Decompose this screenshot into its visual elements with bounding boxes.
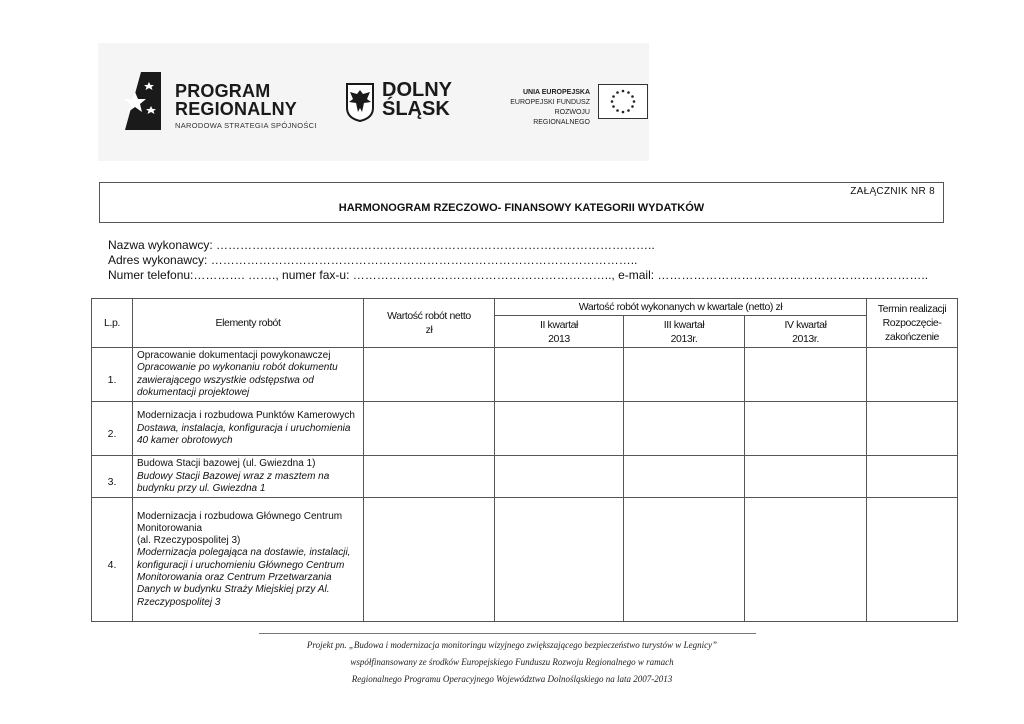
schedule-table xyxy=(91,298,958,622)
footer-divider xyxy=(259,633,756,634)
quarter-year: 2013 xyxy=(548,332,570,345)
quarter-year: 2013r. xyxy=(792,332,819,345)
header-value-net xyxy=(364,299,495,348)
program-label: PROGRAM xyxy=(175,81,271,101)
eagle-emblem-icon xyxy=(345,82,375,122)
value-net-unit: zł xyxy=(425,324,433,336)
q2-cell[interactable] xyxy=(495,498,624,622)
q2-cell[interactable] xyxy=(495,402,624,456)
q3-cell[interactable] xyxy=(624,456,745,498)
element-description: Dostawa, instalacja, konfiguracja i uruchomienia 40 kamer obrotowych xyxy=(137,422,351,446)
value-cell[interactable] xyxy=(364,498,495,622)
contractor-contact-line: Numer telefonu:…………. ……., numer fax-u: ……………………………………………………….., e-mail: ………………………………………………………….. xyxy=(108,268,929,282)
row-element xyxy=(133,498,364,622)
element-title: Modernizacja i rozbudowa Punktów Kamerowych xyxy=(137,410,355,422)
contractor-address-line: Adres wykonawcy: …………………………………………………………………………………………….. xyxy=(108,253,638,267)
dolny-label: DOLNY xyxy=(382,79,452,101)
value-cell[interactable] xyxy=(364,456,495,498)
q4-cell[interactable] xyxy=(745,402,867,456)
title-box xyxy=(99,182,944,223)
element-title: Budowa Stacji bazowej (ul. Gwiezdna 1) xyxy=(137,458,316,470)
table-row xyxy=(92,402,958,456)
row-number: 4. xyxy=(92,498,133,622)
footer-program-line: Regionalnego Programu Operacyjnego Województwa Dolnośląskiego na lata 2007-2013 xyxy=(351,674,673,684)
document-title: HARMONOGRAM RZECZOWO- FINANSOWY KATEGORII WYDATKÓW xyxy=(338,202,705,214)
q2-cell[interactable] xyxy=(495,456,624,498)
term-cell[interactable] xyxy=(867,402,958,456)
attachment-number: ZAŁĄCZNIK NR 8 xyxy=(850,186,935,197)
q3-cell[interactable] xyxy=(624,348,745,402)
value-net-label: Wartość robót netto xyxy=(387,310,471,322)
element-description: Modernizacja polegająca na dostawie, instalacji, konfiguracji i uruchomieniu Głównego Centrum Monitorowania oraz Centrum Przetwarzania Danych w budynku Straży Miejskiej przy Al. Rzeczypospolitej 3 xyxy=(137,547,351,608)
row-number: 3. xyxy=(92,456,133,498)
q4-cell[interactable] xyxy=(745,456,867,498)
element-description: Opracowanie po wykonaniu robót dokumentu zawierającego wszystkie odstępstwa od dokumentacji projektowej xyxy=(137,362,338,398)
eu-label: UNIA EUROPEJSKA xyxy=(522,89,590,96)
header-row xyxy=(92,299,958,316)
program-regionalny-text xyxy=(175,82,317,130)
row-number: 2. xyxy=(92,402,133,456)
term-label: Termin realizacji xyxy=(877,303,947,315)
q3-cell[interactable] xyxy=(624,498,745,622)
value-cell[interactable] xyxy=(364,348,495,402)
footer-cofinancing-line: współfinansowany ze środków Europejskiego Funduszu Rozwoju Regionalnego w ramach xyxy=(350,657,674,667)
quarter-label: III kwartał xyxy=(663,318,705,331)
nss-label: NARODOWA STRATEGIA SPÓJNOŚCI xyxy=(175,121,317,130)
quarter-year: 2013r. xyxy=(670,332,698,345)
program-regionalny-logo-icon xyxy=(121,70,163,132)
slask-label: ŚLĄSK xyxy=(382,98,450,120)
table-row xyxy=(92,498,958,622)
header-term xyxy=(867,299,958,348)
header-quarter-3 xyxy=(624,316,745,348)
element-description: Budowy Stacji Bazowej wraz z masztem na budynku przy ul. Gwiezdna 1 xyxy=(137,470,330,494)
dolny-slask-text xyxy=(382,81,452,119)
q2-cell[interactable] xyxy=(495,348,624,402)
header-lp: L.p. xyxy=(92,299,133,348)
table-row xyxy=(92,456,958,498)
q3-cell[interactable] xyxy=(624,402,745,456)
row-element xyxy=(133,456,364,498)
term-cell[interactable] xyxy=(867,498,958,622)
q4-cell[interactable] xyxy=(745,498,867,622)
footer-project-line: Projekt pn. „Budowa i modernizacja monitoringu wizyjnego zwiększającego bezpieczeństwo turystów w Legnicy” xyxy=(306,640,718,650)
table-row xyxy=(92,348,958,402)
eu-text xyxy=(497,88,590,128)
element-title-address: (al. Rzeczypospolitej 3) xyxy=(137,535,241,547)
row-number: 1. xyxy=(92,348,133,402)
row-element xyxy=(133,348,364,402)
quarter-label: II kwartał xyxy=(539,318,578,331)
header-quarter-4 xyxy=(745,316,867,348)
term-end-label: zakończenie xyxy=(885,331,940,343)
term-start-label: Rozpoczęcie- xyxy=(882,317,942,329)
header-quarters-group: Wartość robót wykonanych w kwartale (netto) zł xyxy=(495,299,867,316)
term-cell[interactable] xyxy=(867,348,958,402)
value-cell[interactable] xyxy=(364,402,495,456)
element-title: Modernizacja i rozbudowa Głównego Centrum Monitorowania xyxy=(137,510,343,534)
regionalny-label: REGIONALNY xyxy=(175,99,298,119)
fund-label: EUROPEJSKI FUNDUSZ xyxy=(510,99,590,106)
quarter-label: IV kwartał xyxy=(784,318,827,331)
regional-label: ROZWOJU REGIONALNEGO xyxy=(533,109,590,126)
header-quarter-2 xyxy=(495,316,624,348)
term-cell[interactable] xyxy=(867,456,958,498)
header-elements: Elementy robót xyxy=(133,299,364,348)
element-title: Opracowanie dokumentacji powykonawczej xyxy=(137,350,331,361)
q4-cell[interactable] xyxy=(745,348,867,402)
contractor-name-line: Nazwa wykonawcy: ……………………………………………………………………………………………….. xyxy=(108,238,655,252)
eu-flag-icon xyxy=(598,84,648,119)
row-element xyxy=(133,402,364,456)
